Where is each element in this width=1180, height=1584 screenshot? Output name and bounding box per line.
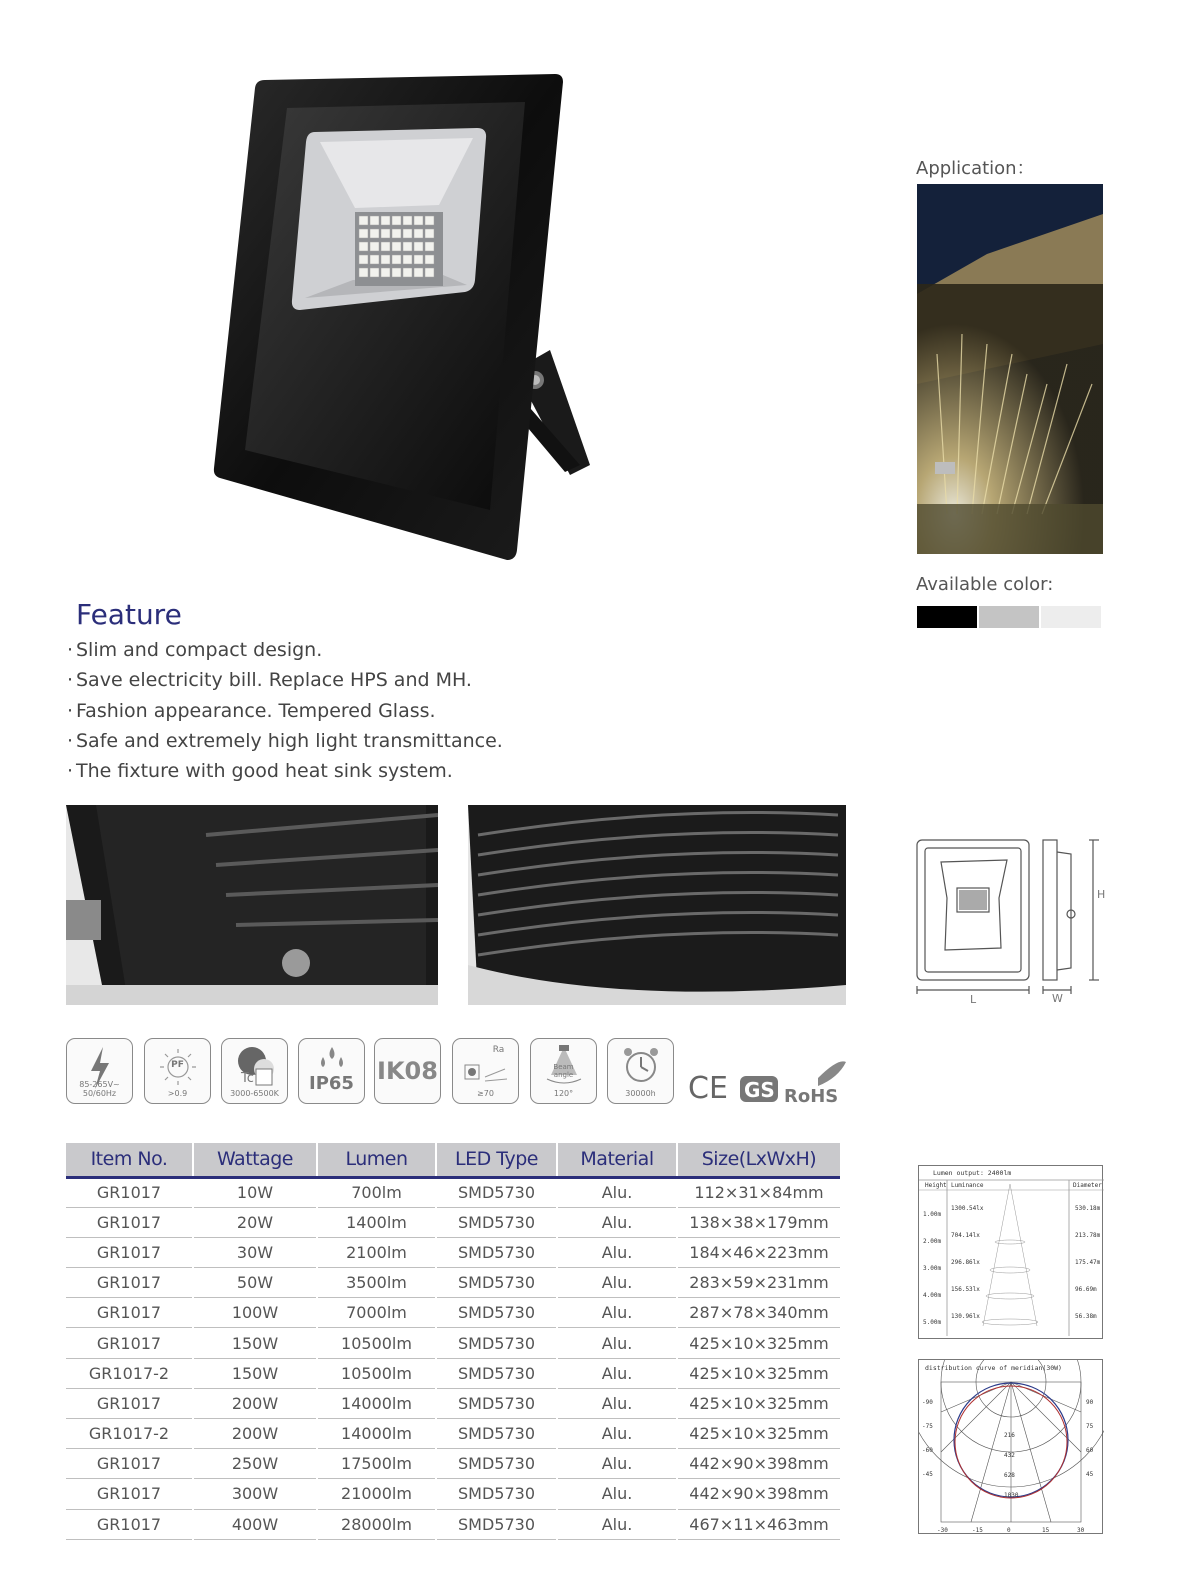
table-cell: GR1017 bbox=[66, 1449, 193, 1479]
lifetime-icon: 30000h bbox=[607, 1038, 674, 1104]
table-cell: 425×10×325mm bbox=[677, 1328, 840, 1358]
table-cell: SMD5730 bbox=[436, 1479, 557, 1509]
table-row bbox=[66, 1298, 840, 1328]
table-cell: 17500lm bbox=[317, 1449, 436, 1479]
table-cell: SMD5730 bbox=[436, 1328, 557, 1358]
table-cell: 200W bbox=[193, 1388, 317, 1418]
table-cell: 425×10×325mm bbox=[677, 1358, 840, 1388]
table-cell: 150W bbox=[193, 1358, 317, 1388]
table-row bbox=[66, 1449, 840, 1479]
feature-item: · Save electricity bill. Replace HPS and MH. bbox=[66, 669, 472, 692]
feature-title: Feature bbox=[76, 598, 182, 631]
column-header-size: Size(LxWxH) bbox=[677, 1143, 840, 1177]
table-cell: SMD5730 bbox=[436, 1237, 557, 1267]
column-header-lumen: Lumen bbox=[317, 1143, 436, 1177]
table-cell: SMD5730 bbox=[436, 1388, 557, 1418]
table-cell: SMD5730 bbox=[436, 1449, 557, 1479]
feature-item: · Fashion appearance. Tempered Glass. bbox=[66, 699, 436, 722]
table-body bbox=[66, 1177, 840, 1539]
table-row bbox=[66, 1388, 840, 1418]
polar-angle-label: 30 bbox=[1077, 1527, 1085, 1534]
polar-angle-label: 45 bbox=[1086, 1471, 1094, 1478]
illuminance-col-lux: Luminance bbox=[951, 1182, 984, 1189]
illuminance-lux-value: 704.14lx bbox=[951, 1232, 980, 1239]
table-cell: 7000lm bbox=[317, 1298, 436, 1328]
table-row bbox=[66, 1268, 840, 1298]
table-cell: GR1017 bbox=[66, 1268, 193, 1298]
table-cell: GR1017 bbox=[66, 1207, 193, 1237]
illuminance-diameter-value: 56.38m bbox=[1075, 1313, 1097, 1320]
cri-icon: Ra ≥70 bbox=[452, 1038, 519, 1104]
illuminance-lux-value: 156.53lx bbox=[951, 1286, 980, 1293]
table-cell: GR1017 bbox=[66, 1177, 193, 1207]
table-cell: GR1017-2 bbox=[66, 1358, 193, 1388]
table-cell: Alu. bbox=[557, 1388, 677, 1418]
polar-radial-label: 1030 bbox=[1004, 1492, 1019, 1499]
heatsink-detail-photo-left bbox=[66, 805, 438, 1005]
table-cell: GR1017 bbox=[66, 1298, 193, 1328]
table-cell: GR1017 bbox=[66, 1388, 193, 1418]
table-cell: 112×31×84mm bbox=[677, 1177, 840, 1207]
table-cell: GR1017 bbox=[66, 1479, 193, 1509]
polar-angle-label: -75 bbox=[922, 1423, 933, 1430]
illuminance-height-value: 5.00m bbox=[923, 1319, 942, 1326]
polar-angle-label: -60 bbox=[922, 1447, 933, 1454]
column-header-item-no: Item No. bbox=[66, 1143, 193, 1177]
table-row bbox=[66, 1419, 840, 1449]
table-cell: 442×90×398mm bbox=[677, 1449, 840, 1479]
polar-angle-label: -30 bbox=[937, 1527, 948, 1534]
floodlight-product-image bbox=[205, 70, 625, 570]
polar-distribution-chart bbox=[918, 1359, 1103, 1534]
table-cell: 425×10×325mm bbox=[677, 1388, 840, 1418]
polar-radial-label: 628 bbox=[1004, 1472, 1015, 1479]
table-cell: 30W bbox=[193, 1237, 317, 1267]
table-cell: 14000lm bbox=[317, 1419, 436, 1449]
polar-angle-label: -90 bbox=[922, 1399, 933, 1406]
table-cell: 14000lm bbox=[317, 1388, 436, 1418]
table-cell: Alu. bbox=[557, 1449, 677, 1479]
feature-list bbox=[64, 635, 503, 786]
table-cell: Alu. bbox=[557, 1177, 677, 1207]
gs-mark: GS bbox=[744, 1078, 775, 1102]
dimension-l-label: L bbox=[970, 993, 977, 1006]
table-cell: Alu. bbox=[557, 1268, 677, 1298]
polar-angle-label: -45 bbox=[922, 1471, 933, 1478]
table-header-row bbox=[66, 1143, 840, 1177]
illuminance-height-value: 1.00m bbox=[923, 1211, 942, 1218]
table-cell: 700lm bbox=[317, 1177, 436, 1207]
table-cell: Alu. bbox=[557, 1298, 677, 1328]
table-cell: Alu. bbox=[557, 1509, 677, 1539]
table-cell: GR1017 bbox=[66, 1328, 193, 1358]
dimension-w-label: W bbox=[1052, 992, 1063, 1005]
polar-radial-label: 216 bbox=[1004, 1432, 1015, 1439]
dimension-drawing bbox=[915, 838, 1115, 1013]
table-cell: Alu. bbox=[557, 1328, 677, 1358]
table-cell: GR1017 bbox=[66, 1509, 193, 1539]
color-swatch-white bbox=[1041, 606, 1101, 628]
table-row bbox=[66, 1177, 840, 1207]
polar-angle-label: -15 bbox=[972, 1527, 983, 1534]
polar-angle-label: 90 bbox=[1086, 1399, 1094, 1406]
polar-radial-label: 432 bbox=[1004, 1452, 1015, 1459]
power-factor-icon: PF >0.9 bbox=[144, 1038, 211, 1104]
polar-angle-label: 15 bbox=[1042, 1527, 1050, 1534]
illuminance-col-height: Height bbox=[925, 1182, 947, 1189]
table-row bbox=[66, 1358, 840, 1388]
table-cell: Alu. bbox=[557, 1207, 677, 1237]
feature-item: · The fixture with good heat sink system. bbox=[66, 760, 453, 783]
beam-angle-icon: Beam angle 120° bbox=[530, 1038, 597, 1104]
table-row bbox=[66, 1479, 840, 1509]
illuminance-diameter-value: 530.18m bbox=[1075, 1205, 1101, 1212]
table-row bbox=[66, 1207, 840, 1237]
table-cell: GR1017 bbox=[66, 1237, 193, 1267]
illuminance-col-diameter: Diameter bbox=[1073, 1182, 1102, 1189]
table-row bbox=[66, 1328, 840, 1358]
table-cell: 442×90×398mm bbox=[677, 1479, 840, 1509]
table-cell: SMD5730 bbox=[436, 1298, 557, 1328]
color-swatch-gray bbox=[979, 606, 1039, 628]
table-cell: 138×38×179mm bbox=[677, 1207, 840, 1237]
column-header-led-type: LED Type bbox=[436, 1143, 557, 1177]
table-cell: Alu. bbox=[557, 1237, 677, 1267]
table-cell: 400W bbox=[193, 1509, 317, 1539]
dimension-h-label: H bbox=[1097, 888, 1106, 901]
table-cell: 467×11×463mm bbox=[677, 1509, 840, 1539]
table-cell: 200W bbox=[193, 1419, 317, 1449]
table-cell: 100W bbox=[193, 1298, 317, 1328]
polar-angle-label: 0 bbox=[1007, 1527, 1011, 1534]
column-header-material: Material bbox=[557, 1143, 677, 1177]
table-cell: SMD5730 bbox=[436, 1358, 557, 1388]
illuminance-lux-value: 296.86lx bbox=[951, 1259, 980, 1266]
illuminance-lux-value: 130.96lx bbox=[951, 1313, 980, 1320]
heatsink-detail-photo-right bbox=[468, 805, 846, 1005]
color-swatch-black bbox=[917, 606, 977, 628]
table-cell: 300W bbox=[193, 1479, 317, 1509]
illuminance-height-value: 4.00m bbox=[923, 1292, 942, 1299]
table-row bbox=[66, 1237, 840, 1267]
table-cell: 150W bbox=[193, 1328, 317, 1358]
table-cell: 425×10×325mm bbox=[677, 1419, 840, 1449]
table-cell: SMD5730 bbox=[436, 1177, 557, 1207]
table-cell: 28000lm bbox=[317, 1509, 436, 1539]
rohs-mark: RoHS bbox=[784, 1086, 839, 1107]
column-header-wattage: Wattage bbox=[193, 1143, 317, 1177]
table-cell: 250W bbox=[193, 1449, 317, 1479]
table-cell: Alu. bbox=[557, 1419, 677, 1449]
table-cell: SMD5730 bbox=[436, 1419, 557, 1449]
illuminance-height-value: 3.00m bbox=[923, 1265, 942, 1272]
table-cell: 3500lm bbox=[317, 1268, 436, 1298]
table-cell: SMD5730 bbox=[436, 1207, 557, 1237]
illuminance-chart-title: Lumen output: 2400lm bbox=[933, 1169, 1012, 1177]
table-cell: 10500lm bbox=[317, 1328, 436, 1358]
table-cell: 21000lm bbox=[317, 1479, 436, 1509]
specification-table bbox=[66, 1143, 840, 1540]
illuminance-chart bbox=[918, 1165, 1103, 1339]
ce-mark: CE bbox=[688, 1071, 728, 1106]
feature-item: · Safe and extremely high light transmittance. bbox=[66, 729, 503, 752]
ik08-icon: IK08 bbox=[374, 1038, 441, 1104]
illuminance-diameter-value: 175.47m bbox=[1075, 1259, 1101, 1266]
table-cell: 1400lm bbox=[317, 1207, 436, 1237]
table-cell: 10500lm bbox=[317, 1358, 436, 1388]
illuminance-diameter-value: 213.78m bbox=[1075, 1232, 1101, 1239]
table-cell: 287×78×340mm bbox=[677, 1298, 840, 1328]
ip65-icon: IP65 bbox=[298, 1038, 365, 1104]
table-cell: SMD5730 bbox=[436, 1509, 557, 1539]
illuminance-diameter-value: 96.69m bbox=[1075, 1286, 1097, 1293]
table-cell: 20W bbox=[193, 1207, 317, 1237]
certification-logos bbox=[688, 1058, 848, 1108]
table-cell: SMD5730 bbox=[436, 1268, 557, 1298]
table-cell: 283×59×231mm bbox=[677, 1268, 840, 1298]
table-cell: 10W bbox=[193, 1177, 317, 1207]
polar-angle-label: 75 bbox=[1086, 1423, 1094, 1430]
table-cell: 2100lm bbox=[317, 1237, 436, 1267]
table-cell: Alu. bbox=[557, 1479, 677, 1509]
table-cell: GR1017-2 bbox=[66, 1419, 193, 1449]
table-row bbox=[66, 1509, 840, 1539]
illuminance-height-value: 2.00m bbox=[923, 1238, 942, 1245]
application-label: Application： bbox=[916, 158, 1035, 179]
application-photo bbox=[917, 184, 1103, 554]
color-temperature-icon: Tc 3000-6500K bbox=[221, 1038, 288, 1104]
table-cell: Alu. bbox=[557, 1358, 677, 1388]
polar-angle-label: 60 bbox=[1086, 1447, 1094, 1454]
table-cell: 50W bbox=[193, 1268, 317, 1298]
available-color-label: Available color: bbox=[916, 574, 1054, 595]
polar-chart-title: distribution curve of meridian(30W) bbox=[925, 1364, 1062, 1372]
feature-item: · Slim and compact design. bbox=[66, 639, 323, 661]
illuminance-lux-value: 1300.54lx bbox=[951, 1205, 984, 1212]
power-icon: 85-265V~ 50/60Hz bbox=[66, 1038, 133, 1104]
table-cell: 184×46×223mm bbox=[677, 1237, 840, 1267]
